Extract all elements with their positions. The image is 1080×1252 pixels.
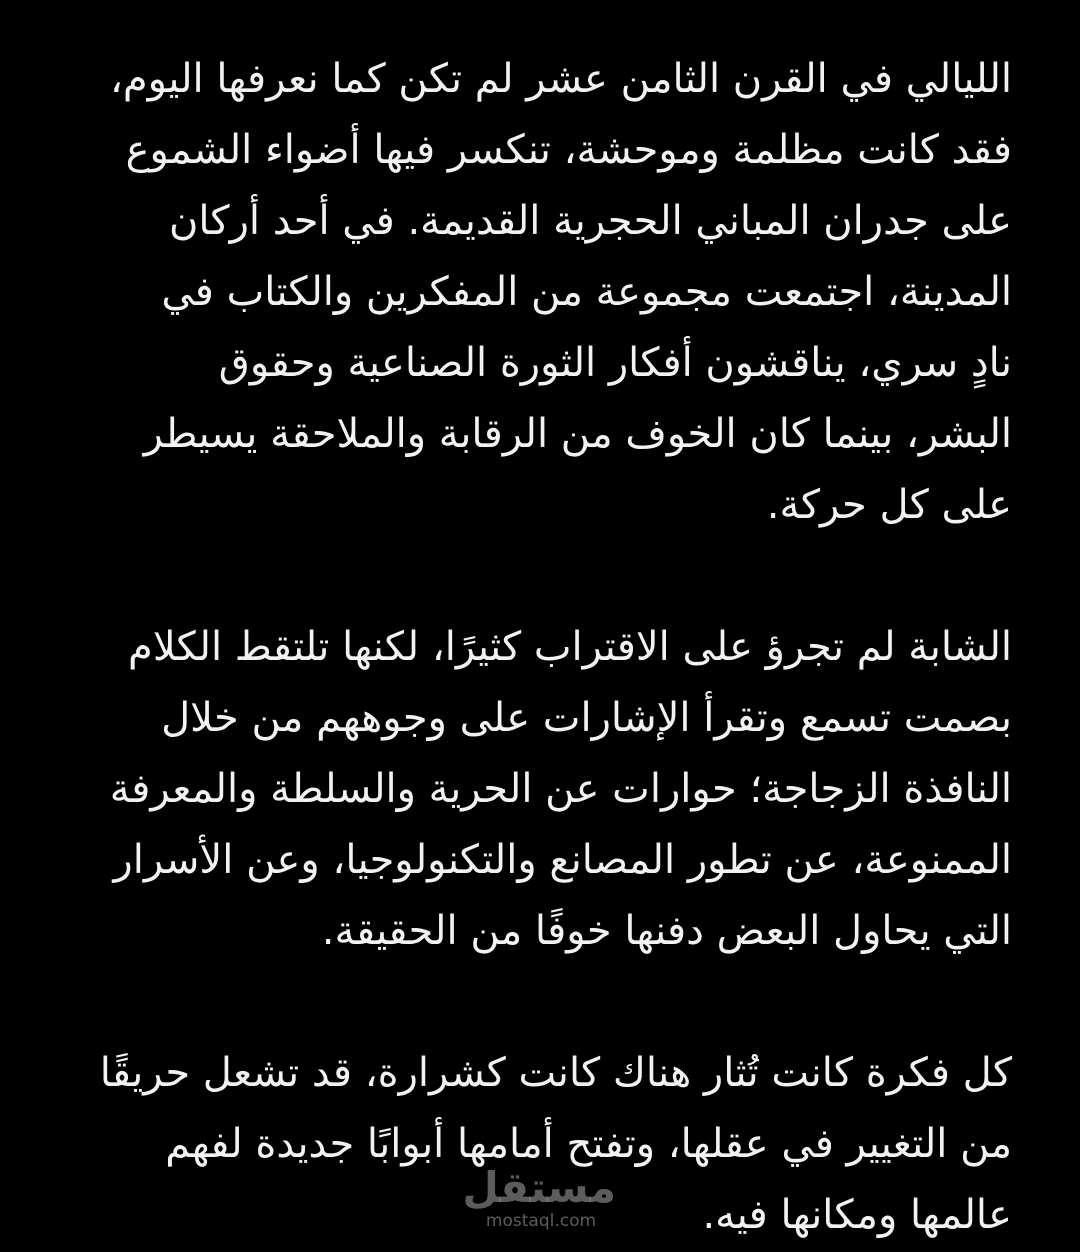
paragraph-1-line-1: الليالي في القرن الثامن عشر لم تكن كما نعرفها اليوم، bbox=[109, 56, 1012, 102]
paragraph-3-line-3: عالمها ومكانها فيه. bbox=[702, 1192, 1012, 1238]
paragraph-1-line-7: على كل حركة. bbox=[766, 482, 1012, 528]
paragraph-1-line-5: نادٍ سري، يناقشون أفكار الثورة الصناعية وحقوق bbox=[218, 340, 1012, 386]
paragraph-2-line-4: الممنوعة، عن تطور المصانع والتكنولوجيا، وعن الأسرار bbox=[113, 837, 1012, 883]
paragraph-2-line-1: الشابة لم تجرؤ على الاقتراب كثيرًا، لكنها تلتقط الكلام bbox=[128, 624, 1012, 670]
paragraph-2-line-3: النافذة الزجاجة؛ حوارات عن الحرية والسلطة والمعرفة bbox=[109, 766, 1012, 812]
paragraph-2-line-2: بصمت تسمع وتقرأ الإشارات على وجوههم من خلال bbox=[161, 695, 1012, 741]
paragraph-1-line-3: على جدران المباني الحجرية القديمة. في أحد أركان bbox=[168, 198, 1012, 244]
paragraph-1-line-2: فقد كانت مظلمة وموحشة، تنكسر فيها أضواء الشموع bbox=[125, 127, 1012, 173]
paragraph-gap bbox=[48, 541, 1012, 612]
paragraph-2-line-5: التي يحاول البعض دفنها خوفًا من الحقيقة. bbox=[321, 908, 1012, 954]
watermark bbox=[462, 1163, 616, 1231]
watermark-url: mostaql.com bbox=[485, 1211, 597, 1231]
paragraph-1-line-4: المدينة، اجتمعت مجموعة من المفكرين والكتاب في bbox=[161, 269, 1012, 315]
paragraph-3-line-1: كل فكرة كانت تُثار هناك كانت كشرارة، قد تشعل حريقًا bbox=[99, 1050, 1012, 1096]
document-text bbox=[48, 44, 1012, 1251]
paragraph-gap bbox=[48, 967, 1012, 1038]
paragraph-3-line-2: من التغيير في عقلها، وتفتح أمامها أبوابًا جديدة لفهم bbox=[165, 1121, 1012, 1167]
paragraph-1-line-6: البشر، بينما كان الخوف من الرقابة والملاحقة يسيطر bbox=[143, 411, 1012, 457]
watermark-logo: مستقل bbox=[462, 1163, 616, 1212]
